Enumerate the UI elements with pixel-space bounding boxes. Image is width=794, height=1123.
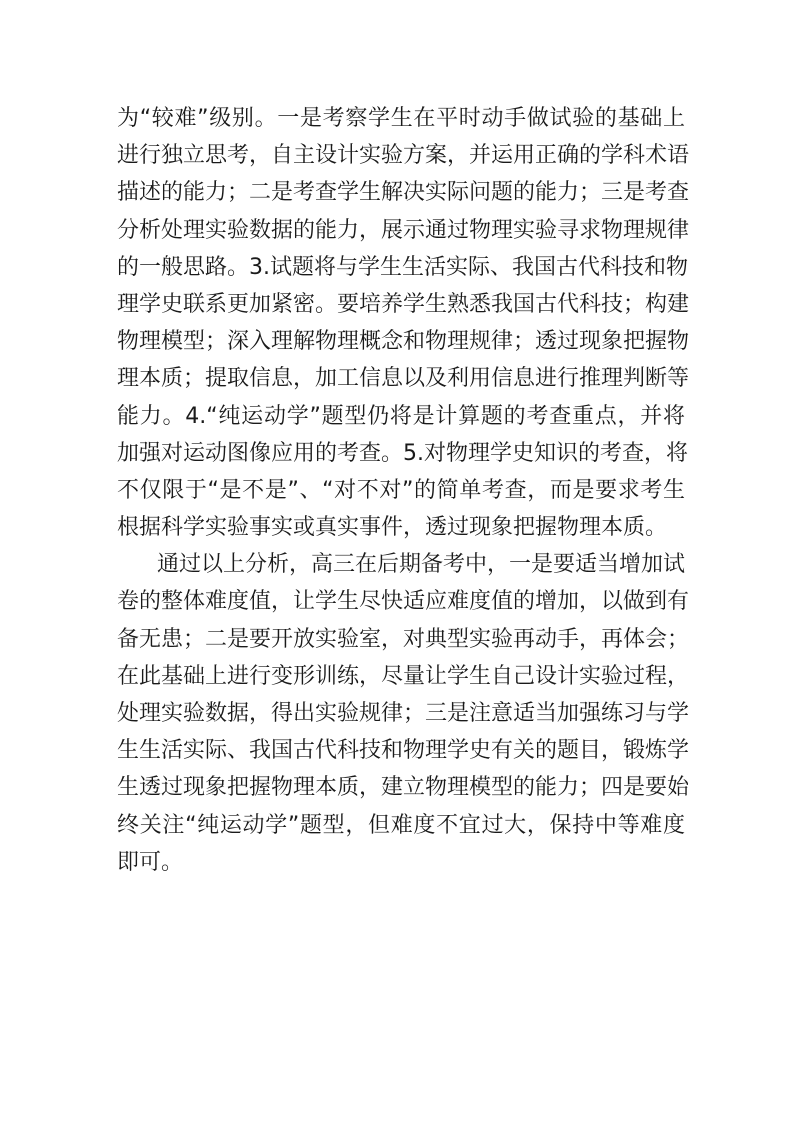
paragraph-start-line: 通过以上分析，高三在后期备考中，一是要适当增加试 [157,552,686,578]
text-line: 生透过现象把握物理本质，建立物理模型的能力；四是要始 [117,775,690,801]
text-line: 进行独立思考，自主设计实验方案，并运用正确的学科术语 [117,143,690,169]
text-line: 分析处理实验数据的能力，展示通过物理实验寻求物理规律 [117,217,690,243]
text-line: 生生活实际、我国古代科技和物理学史有关的题目，锻炼学 [117,738,690,764]
text-line: 为“较难”级别。一是考察学生在平时动手做试验的基础上 [117,106,685,131]
text-line: 物理模型；深入理解物理概念和物理规律；透过现象把握物 [117,329,690,355]
text-line: 终关注“纯运动学”题型，但难度不宜过大，保持中等难度 [117,812,685,838]
text-line: 的一般思路。3.试题将与学生生活实际、我国古代科技和物 [117,254,688,280]
text-line: 能力。4.“纯运动学”题型仍将是计算题的考查重点，并将 [117,403,685,429]
body-text [117,100,690,881]
text-line: 加强对运动图像应用的考查。5.对物理学史知识的考查，将 [117,440,688,466]
text-line: 备无患；二是要开放实验室，对典型实验再动手，再体会； [117,626,690,652]
text-line: 不仅限于“是不是”、“对不对”的简单考查，而是要求考生 [117,477,685,503]
paragraph-end-line: 即可。 [117,849,184,875]
paragraph-end-line: 根据科学实验事实或真实事件，透过现象把握物理本质。 [117,515,668,541]
text-line: 理学史联系更加紧密。要培养学生熟悉我国古代科技；构建 [117,291,690,317]
text-line: 理本质；提取信息，加工信息以及利用信息进行推理判断等 [117,366,690,392]
text-line: 在此基础上进行变形训练，尽量让学生自己设计实验过程， [117,663,690,689]
text-line: 处理实验数据，得出实验规律；三是注意适当加强练习与学 [117,701,690,726]
text-line: 描述的能力；二是考查学生解决实际问题的能力；三是考查 [117,180,690,206]
text-line: 卷的整体难度值，让学生尽快适应难度值的增加，以做到有 [117,589,690,615]
